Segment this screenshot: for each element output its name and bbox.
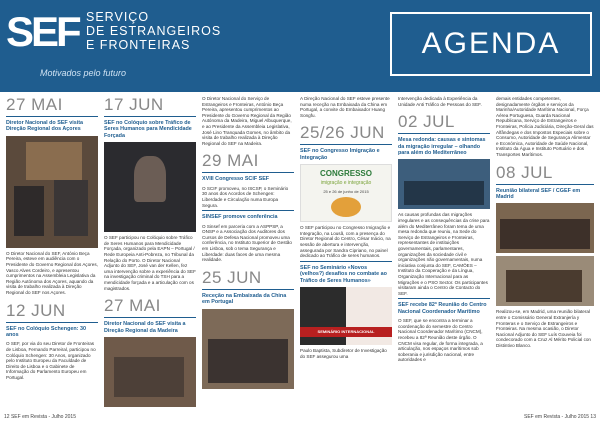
- event-title: XVIII Congresso SCIF SEF: [202, 176, 270, 183]
- column-4: [300, 96, 392, 359]
- divider: [6, 116, 98, 117]
- event-text: O Sinsef em parceria com a ASPPSP, a ONSP e a Associação dos Auditores dos Cursos de Defesa Nacional promoveu uma conferência, no Instituto Superior de Gestão em Lisboa, sob o tema Segurança e Liberdade: duas faces de uma mesma realidade.: [202, 223, 292, 263]
- event-title: SEF no Congresso Imigração e Integração: [300, 148, 380, 161]
- event-text: demais entidades competentes, designadamente órgãos e serviços da Marinha/Autoridade Marítima Nacional, Força Aérea Portuguesa, Guarda Nacional Republicana, Serviço de Estrangeiros e Fronteiras, Polícia Judiciária, Direção-Geral das Alfândegas e dos Impostos Especiais sobre o Consumo, Autoridade de Segurança Alimentar e Económica, Autoridade de Saúde Nacional, Instituto da Água e Instituto Portuário e dos Transportes Marítimos.: [496, 96, 594, 157]
- event-text: Paulo Baptista, Subdiretor de Investigação do SEF assegurou uma: [300, 347, 387, 359]
- event-title: Mesa redonda: causas e sintomas da migração irregular – olhando para além do Mediterrâneo: [398, 137, 486, 156]
- event-date: 17 JUN: [104, 95, 164, 114]
- event-text: O Diretor Nacional do SEF, António Beça Pereira, esteve em audiência com o Presidente do Governo Regional dos Açores, Vasco Alves Cordeiro, e apresentou cumprimentos na Assembleia Legislativa da Região Autónoma dos Açores, aquando da visita de trabalho realizada à Direção Regional do SEF nos Açores.: [6, 250, 98, 295]
- event-title: SINSEF promove conferência: [202, 214, 278, 221]
- person-figure: [54, 180, 88, 236]
- divider: [104, 116, 196, 117]
- poster-heading: CONGRESSO: [319, 169, 372, 179]
- event-text: O SEF participou no Colóquio sobre Tráfico de Seres Humanos para Mendicidade Forçada, organizado pela EAPN – Portugal / Rede Europeia Anti-Pobreza, no Tribunal da Relação do Porto. O Diretor Nacional Adjunto do SEF, José van der Kellen, fez uma intervenção sobre a experiência do SEF na investigação criminal do TSH para a mendicidade forçada e a articulação com os magistrados.: [104, 235, 196, 291]
- event-title: Reunião bilateral SEF / CGEF em Madrid: [496, 187, 581, 200]
- sef-logo: SEF: [6, 8, 79, 55]
- page-footer-left: 12 SEF em Revista - Julho 2015: [4, 414, 76, 420]
- event-text: O SEF, por via do seu Diretor de Fronteiras de Lisboa, Fernando Parreiral, participou no Colóquio Schengen: 30 Anos, organizado pelo Instituto Europeu da Faculdade de Direito de Lisboa e o Gabinete de Informação do Parlamento Europeu em Portugal.: [6, 341, 96, 380]
- divider: [300, 144, 392, 145]
- event-date: 25/26 JUN: [300, 123, 385, 143]
- event-title: Receção na Embaixada da China em Portugal: [202, 292, 287, 306]
- event-photo: [496, 203, 594, 253]
- ceremony-group: [506, 270, 582, 302]
- divider: [496, 184, 594, 185]
- event-date: 25 JUN: [202, 267, 262, 287]
- event-title: Diretor Nacional do SEF visita Direção Regional dos Açores: [6, 120, 83, 133]
- column-6: [496, 96, 594, 349]
- event-text: O SEF, que se encontra a terminar a coordenação do semestre do Centro Nacional Coordenador Marítimo (CNCM), recebeu a 82ª Reunião deste órgão. O CNCM visa regular, de forma integrada, a articulação, nos espaços marítimos sob soberania e jurisdição nacional, entre autoridades e: [398, 318, 483, 363]
- divider: [300, 261, 392, 262]
- event-photo: [104, 337, 196, 407]
- event-date: 02 JUL: [398, 112, 455, 132]
- event-title: SEF no Colóquio sobre Tráfico de Seres Humanos para Mendicidade Forçada: [104, 120, 192, 139]
- event-date: 27 MAI: [6, 95, 63, 114]
- event-text: A Direção Nacional do SEF esteve presente numa receção na Embaixada da China em Portugal, a convite do Embaixador Huang Songfu.: [300, 96, 390, 118]
- event-photo: [202, 309, 294, 389]
- congress-poster: [300, 164, 392, 222]
- event-text: O SEF participou no Congresso Imigração e Integração, na Lousã, com a presença do Diretor Regional do Centro, César Inácio, na sessão de abertura e intervenção, assegurada por Sandra Cipriano, no painel dedicado ao Tráfico de seres humanos.: [300, 225, 391, 259]
- column-3: [202, 96, 294, 392]
- event-date: 29 MAI: [202, 151, 259, 171]
- divider: [202, 289, 294, 290]
- wall-painting: [26, 142, 82, 180]
- event-text: Realizou-se, em Madrid, uma reunião bilateral entre o Comissário General Extranjería y Fronteras e o Serviço de Estrangeiros e Fronteiras. Na mesma ocasião, o Diretor Nacional Adjunto do SEF Luís Gouveia foi condecorado com a Cruz Al Mérito Policial con Distintivo Blanco.: [496, 309, 591, 348]
- agency-name-line: E FRONTEIRAS: [86, 38, 191, 52]
- column-2: [104, 96, 196, 410]
- agency-name-line: DE ESTRANGEIROS: [86, 24, 222, 38]
- column-5: [398, 96, 490, 363]
- column-1: [6, 96, 98, 381]
- reception-group: [208, 339, 288, 383]
- bilateral-group: [500, 219, 590, 249]
- poster-banner: SEMINÁRIO INTERNACIONAL: [300, 327, 392, 337]
- poster-dates: 25 e 26 de junho de 2015: [323, 189, 369, 195]
- event-photo: [6, 136, 98, 248]
- event-date: 12 JUN: [6, 300, 66, 320]
- event-text: As causas profundas das migrações irregulares e as consequências da crise para além do Mediterrâneo foram tema de uma mesa redonda que reuniu, na Sede do Serviço de Estrangeiros e Fronteiras, representantes de instituições governamentais, parlamentares, organizações da sociedade civil e organizações não governamentais, numa iniciativa conjunta do SEF, CAMÕES – Instituto da Cooperação e da Língua, Organização Internacional para as Migrações e o PSO Sector. Os participantes visitaram ainda o Centro de Contacto do SEF.: [398, 212, 490, 296]
- event-text: Intervenção dedicada à Experiência da Unidade Anti Tráfico de Pessoas do SEF.: [398, 96, 482, 107]
- divider: [202, 172, 294, 173]
- event-poster: [104, 142, 196, 232]
- event-photo: [398, 159, 490, 209]
- agency-name: [86, 10, 221, 52]
- seminar-poster: [300, 287, 392, 345]
- round-table: [404, 181, 484, 205]
- divider: [6, 322, 98, 323]
- divider: [202, 210, 294, 211]
- event-title: SEF recebe 82ª Reunião do Centro Nacional Coordenador Marítimo: [398, 302, 487, 315]
- poster-graphic: [331, 197, 361, 217]
- person-figure: [14, 186, 44, 236]
- poster-subtitle: imigração e integração: [320, 180, 372, 187]
- motto: Motivados pelo futuro: [40, 68, 127, 78]
- agency-name-line: SERVIÇO: [86, 10, 150, 24]
- event-text: O SCIF promoveu, no ISCSP, o Seminário 30 anos dos Acordos de Schengen: Liberdade e Circulação numa Europa Segura.: [202, 185, 289, 208]
- meeting-group: [114, 357, 184, 397]
- divider: [104, 317, 196, 318]
- event-photo: [496, 256, 594, 306]
- event-date: 27 MAI: [104, 296, 161, 316]
- event-text: O Diretor Nacional do Serviço de Estrangeiros e Fronteiras, António Beça Pereira, apresentou cumprimentos ao Presidente do Governo Regional da Região Autónoma da Madeira, Miguel Albuquerque, e ao Presidente da Assembleia Legislativa, José Lino Tranquada Gomes, no âmbito da visita de trabalho realizada à Direção Regional do SEF na Madeira.: [202, 96, 292, 146]
- page-footer-right: SEF em Revista - Julho 2015 13: [524, 414, 596, 420]
- event-date: 08 JUL: [496, 162, 553, 182]
- event-title: Diretor Nacional do SEF visita a Direção Regional da Madeira: [104, 321, 186, 334]
- section-title: AGENDA: [390, 12, 592, 76]
- figure-silhouette: [134, 156, 166, 202]
- event-title: SEF no Colóquio Schengen: 30 anos: [6, 325, 86, 338]
- divider: [398, 133, 490, 134]
- event-title: SEF no Seminário «Novos (velhos?) desafios no combate ao Tráfico de Seres Humanos»: [300, 264, 387, 284]
- magazine-header: [0, 0, 600, 92]
- divider: [398, 298, 490, 299]
